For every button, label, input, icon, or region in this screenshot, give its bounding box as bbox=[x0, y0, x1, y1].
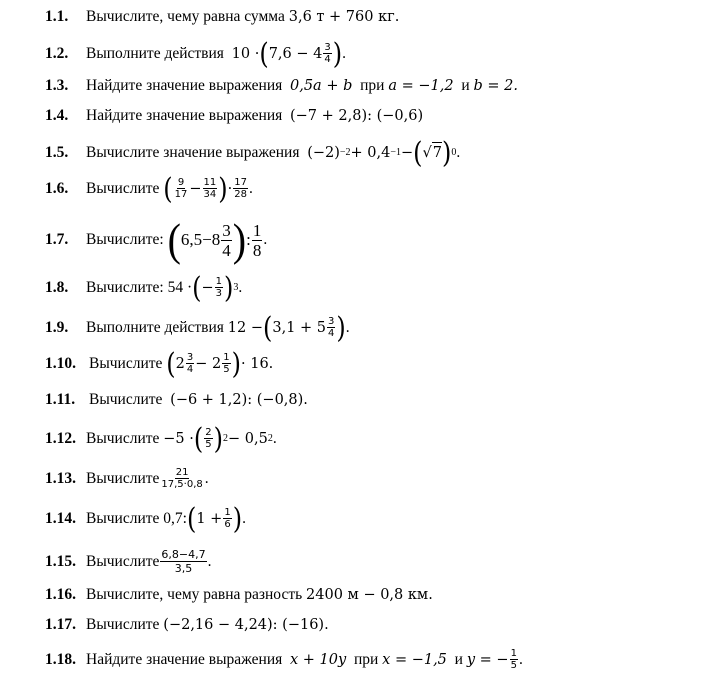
problem-number: 1.15. bbox=[45, 552, 76, 570]
right-paren: ) bbox=[336, 310, 346, 345]
denominator: 34 bbox=[203, 189, 217, 200]
problem-expression: (−6 + 1,2): (−0,8). bbox=[170, 392, 308, 408]
expr-part: 3,1 + 5 bbox=[272, 319, 327, 336]
problem-text: Найдите значение выражения bbox=[86, 650, 283, 668]
problem-text: Вычислите bbox=[89, 391, 163, 408]
problem-number: 1.8. bbox=[45, 278, 69, 296]
problem-1-1 bbox=[45, 7, 708, 27]
numerator: 1 bbox=[224, 507, 231, 518]
problem-expression: x + 10y bbox=[290, 651, 347, 668]
expr-part: + 0,4 bbox=[350, 144, 391, 161]
problem-text: Вычислите, чему равна разность bbox=[86, 586, 303, 603]
problem-1-17 bbox=[45, 615, 708, 635]
problem-1-4 bbox=[45, 106, 708, 126]
denominator: 5 bbox=[223, 364, 230, 375]
fraction bbox=[204, 427, 212, 450]
whole-part: − 2 bbox=[195, 355, 222, 372]
minus-sign: − bbox=[189, 180, 202, 197]
problem-text: Выполните действия bbox=[86, 318, 224, 336]
numerator: 1 bbox=[215, 276, 223, 287]
problem-number: 1.2. bbox=[45, 44, 69, 62]
minus-sign: − bbox=[201, 279, 214, 296]
numerator: 6,8−4,7 bbox=[161, 548, 206, 561]
problem-number: 1.7. bbox=[45, 231, 69, 248]
problem-number: 1.11. bbox=[45, 391, 76, 408]
problem-expression: 3,6 т + 760 кг. bbox=[288, 9, 400, 25]
period: . bbox=[207, 552, 212, 570]
period: . bbox=[272, 429, 277, 447]
problem-text: Вычислите bbox=[86, 429, 160, 447]
expr-tail: · 16. bbox=[241, 355, 274, 372]
problem-number: 1.14. bbox=[45, 509, 76, 527]
expr-part: − 0,5 bbox=[228, 430, 268, 447]
right-paren: ) bbox=[218, 171, 228, 206]
denominator: 8 bbox=[252, 240, 262, 260]
denominator: 3,5 bbox=[174, 562, 193, 575]
period: . bbox=[263, 231, 268, 248]
expr-part: 7,6 − 4 bbox=[268, 45, 323, 62]
fraction bbox=[215, 276, 223, 299]
numerator: 1 bbox=[510, 648, 517, 659]
problem-text: Вычислите bbox=[86, 552, 160, 570]
numerator: 1 bbox=[252, 220, 262, 240]
denominator: 17 bbox=[174, 189, 188, 200]
fraction bbox=[323, 42, 331, 65]
exponent: 0 bbox=[451, 146, 457, 158]
problem-number: 1.10. bbox=[45, 354, 76, 372]
and-word: и bbox=[461, 77, 470, 94]
period: . bbox=[456, 143, 461, 161]
left-paren: ( bbox=[259, 36, 269, 71]
fraction bbox=[160, 467, 203, 490]
condition-b: y = − bbox=[466, 651, 509, 668]
fraction bbox=[174, 177, 189, 200]
problem-text: Вычислите: bbox=[86, 231, 164, 248]
times-sign: · bbox=[227, 180, 233, 197]
problem-expression: 2400 м − 0,8 км. bbox=[306, 587, 433, 603]
whole-part: 2 bbox=[175, 355, 185, 372]
numerator: 21 bbox=[175, 467, 189, 478]
denominator: 4 bbox=[324, 54, 331, 65]
problem-1-14 bbox=[45, 501, 708, 536]
right-paren: ) bbox=[442, 135, 452, 170]
problem-number: 1.6. bbox=[45, 179, 69, 197]
denominator: 17,5·0,8 bbox=[161, 479, 203, 490]
problem-text: Вычислите, чему равна сумма bbox=[86, 8, 285, 25]
period: . bbox=[242, 509, 246, 527]
expr-part: 10 · bbox=[231, 45, 260, 62]
condition-word: при bbox=[353, 650, 379, 668]
expr-part: (−2) bbox=[307, 144, 340, 161]
problem-1-15 bbox=[45, 548, 708, 575]
problem-text: Вычислите bbox=[86, 179, 160, 197]
condition-b: b = 2. bbox=[473, 78, 518, 94]
condition-a: a = −1,2 bbox=[388, 78, 454, 94]
fraction bbox=[160, 548, 206, 575]
colon-sign: : bbox=[246, 230, 251, 249]
condition-word: при bbox=[360, 77, 385, 94]
numerator: 1 bbox=[223, 352, 230, 363]
exponent: 2 bbox=[223, 432, 228, 444]
condition-a: x = −1,5 bbox=[382, 651, 447, 668]
expr-part: − bbox=[401, 144, 414, 161]
numerator: 9 bbox=[177, 177, 185, 188]
left-paren: ( bbox=[263, 310, 273, 345]
expr-part: −5 · bbox=[163, 430, 194, 447]
problem-1-18 bbox=[45, 648, 708, 671]
exponent: −2 bbox=[339, 146, 351, 158]
problem-number: 1.1. bbox=[45, 8, 69, 25]
period: . bbox=[238, 278, 243, 296]
problem-expression: (−2,16 − 4,24): (−16). bbox=[163, 617, 329, 633]
period: . bbox=[518, 650, 523, 668]
left-paren: ( bbox=[192, 270, 202, 305]
numerator: 3 bbox=[186, 352, 194, 363]
problem-1-5 bbox=[45, 135, 708, 170]
problem-1-11 bbox=[45, 390, 708, 410]
problem-text: Вычислите: 54 · bbox=[86, 278, 193, 296]
problem-text: Выполните действия bbox=[86, 44, 224, 62]
exponent: −1 bbox=[390, 146, 402, 158]
denominator: 5 bbox=[205, 439, 212, 450]
numerator: 3 bbox=[328, 316, 335, 327]
numerator: 11 bbox=[203, 177, 217, 188]
denominator: 4 bbox=[186, 364, 194, 375]
problem-1-13 bbox=[45, 467, 708, 490]
numerator: 3 bbox=[222, 220, 231, 240]
numerator: 17 bbox=[234, 177, 247, 188]
problem-1-3 bbox=[45, 76, 708, 96]
problem-1-12 bbox=[45, 421, 708, 456]
problem-text: Вычислите bbox=[86, 469, 160, 487]
problem-expression: 0,5a + b bbox=[290, 78, 353, 94]
problem-text: Вычислите значение выражения bbox=[86, 143, 300, 161]
right-paren: ) bbox=[231, 346, 241, 381]
denominator: 3 bbox=[215, 288, 223, 299]
fraction bbox=[222, 352, 230, 375]
period: . bbox=[249, 179, 253, 197]
problem-number: 1.16. bbox=[45, 586, 76, 603]
problem-number: 1.13. bbox=[45, 469, 76, 487]
left-paren: ( bbox=[193, 421, 204, 456]
and-word: и bbox=[454, 650, 463, 668]
denominator: 4 bbox=[328, 328, 335, 339]
denominator: 5 bbox=[510, 660, 517, 671]
problem-text: Вычислите 0,7: bbox=[86, 509, 187, 527]
numerator: 2 bbox=[205, 427, 212, 438]
denominator: 4 bbox=[222, 240, 231, 260]
period: . bbox=[342, 44, 346, 62]
left-paren: ( bbox=[166, 346, 176, 381]
left-paren: ( bbox=[186, 501, 197, 536]
problem-1-16 bbox=[45, 585, 708, 605]
fraction bbox=[510, 648, 518, 671]
period: . bbox=[345, 318, 350, 336]
problem-number: 1.3. bbox=[45, 77, 69, 94]
expr-part: 6,5−8 bbox=[180, 230, 221, 249]
fraction bbox=[203, 177, 218, 200]
problem-text: Вычислите bbox=[89, 354, 163, 372]
left-paren: ( bbox=[167, 213, 181, 266]
right-paren: ) bbox=[332, 36, 343, 71]
period: . bbox=[204, 469, 209, 487]
sqrt-radicand: 7 bbox=[432, 142, 442, 163]
problem-number: 1.12. bbox=[45, 429, 76, 447]
right-paren: ) bbox=[232, 501, 243, 536]
problem-text: Вычислите bbox=[86, 616, 160, 633]
numerator: 3 bbox=[324, 42, 331, 53]
fraction bbox=[221, 221, 232, 260]
right-paren: ) bbox=[232, 213, 247, 266]
left-paren: ( bbox=[413, 135, 423, 170]
exponent: 3 bbox=[233, 281, 239, 293]
expr-part: 1 + bbox=[196, 510, 223, 527]
fraction bbox=[252, 221, 263, 260]
fraction bbox=[327, 316, 335, 339]
fraction bbox=[186, 352, 194, 375]
right-paren: ) bbox=[224, 270, 234, 305]
expr-part: 12 − bbox=[227, 319, 263, 336]
problem-1-2 bbox=[45, 36, 708, 71]
problem-number: 1.18. bbox=[45, 650, 76, 668]
exponent: 2 bbox=[267, 432, 273, 444]
right-paren: ) bbox=[213, 421, 223, 456]
problem-number: 1.4. bbox=[45, 107, 69, 124]
problem-1-10 bbox=[45, 346, 708, 381]
denominator: 28 bbox=[234, 189, 247, 200]
denominator: 6 bbox=[224, 519, 231, 530]
left-paren: ( bbox=[163, 171, 173, 206]
problem-1-9 bbox=[45, 310, 708, 345]
fraction bbox=[233, 177, 248, 200]
problem-number: 1.9. bbox=[45, 318, 69, 336]
problem-text: Найдите значение выражения bbox=[86, 77, 283, 94]
fraction bbox=[223, 507, 231, 530]
problem-text: Найдите значение выражения bbox=[86, 107, 283, 124]
problem-number: 1.5. bbox=[45, 143, 69, 161]
problem-expression: (−7 + 2,8): (−0,6) bbox=[290, 108, 424, 124]
sqrt-sign: √ bbox=[422, 144, 432, 161]
problem-1-8 bbox=[45, 270, 708, 305]
problem-1-7 bbox=[45, 213, 708, 266]
problem-number: 1.17. bbox=[45, 616, 76, 633]
problem-1-6 bbox=[45, 171, 708, 206]
